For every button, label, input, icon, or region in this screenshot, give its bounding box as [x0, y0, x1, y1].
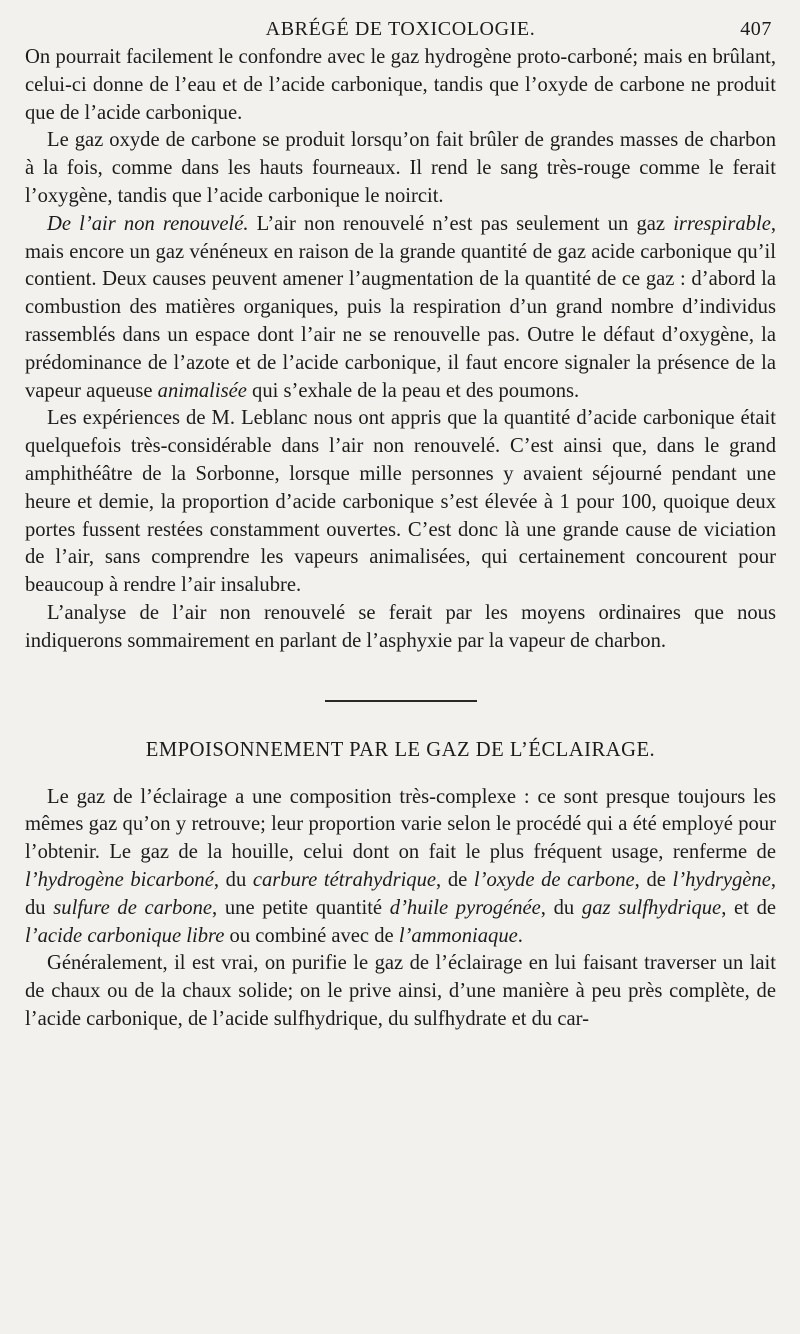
- paragraph-6-term: d’huile pyrogénée: [389, 896, 541, 919]
- paragraph-6-term: gaz sulfhydrique: [581, 896, 722, 919]
- paragraph-6-term: sulfure de carbone: [53, 896, 213, 919]
- paragraph-6-term: l’hydrygène: [672, 868, 771, 891]
- paragraph-6-text: , du: [540, 896, 582, 919]
- paragraph-6-text: ou combiné avec de: [224, 924, 399, 947]
- paragraph-5: L’analyse de l’air non renouvelé se ferait par les moyens ordinaires que nous indiquerons sommairement en parlant de l’asphyxie par la vapeur de charbon.: [25, 601, 776, 652]
- paragraph-1: On pourrait facilement le confondre avec le gaz hydrogène proto-carboné; mais en brûlant, celui-ci donne de l’eau et de l’acide carbonique, tandis que l’oxyde de carbone ne produit que de l’acide carbonique.: [25, 46, 776, 124]
- running-head: [25, 14, 776, 44]
- section-divider: [325, 700, 477, 702]
- paragraph-6-term: l’hydrogène bicarboné: [25, 868, 214, 891]
- paragraph-6-text: , de: [634, 868, 673, 891]
- paragraph-6-text: , du: [25, 868, 777, 919]
- section-heading: EMPOISONNEMENT PAR LE GAZ DE L’ÉCLAIRAGE.: [145, 738, 656, 761]
- paragraph-6-text: , une petite quantité: [212, 896, 390, 919]
- paragraph-6-term: carbure tétrahydrique: [252, 868, 437, 891]
- paragraph-3-heading: De l’air non renouvelé.: [47, 212, 249, 235]
- paragraph-6-term: l’ammoniaque: [398, 924, 518, 947]
- paragraph-3-text: , mais encore un gaz vénéneux en raison de la grande quantité de gaz acide carbonique qu’il contient. Deux causes peuvent amener l’augmentation de la quantité de ce gaz : d’abord la combustion des matières organiques, puis la respiration d’un grand nombre d’individus rassemblés dans un espace dont l’air ne se renouvelle pas. Outre le défaut d’oxygène, la prédominance de l’azote et de l’acide carbonique, il faut encore signaler la présence de la vapeur aqueuse: [25, 212, 776, 402]
- paragraph-7: Généralement, il est vrai, on purifie le gaz de l’éclairage en lui faisant traverser un lait de chaux ou de la chaux solide; on le prive ainsi, d’une manière à peu près complète, de l’acide carbonique, de l’acide sulfhydrique, du sulfhydrate et du car-: [25, 952, 776, 1030]
- paragraph-2: Le gaz oxyde de carbone se produit lorsqu’on fait brûler de grandes masses de charbon à la fois, comme dans les hauts fourneaux. Il rend le sang très-rouge comme le ferait l’oxygène, tandis que l’acide carbonique le noircit.: [25, 129, 776, 207]
- paragraph-6-text: , de: [436, 868, 474, 891]
- body-text: [25, 44, 776, 1034]
- paragraph-3-text: L’air non renouvelé n’est pas seulement un gaz: [248, 212, 674, 235]
- paragraph-6-term: l’oxyde de carbone: [473, 868, 635, 891]
- paragraph-3-text: qui s’exhale de la peau et des poumons.: [246, 379, 580, 402]
- paragraph-3-emphasis: irrespirable: [673, 212, 771, 235]
- paragraph-6-text: Le gaz de l’éclairage a une composition très-complexe : ce sont presque toujours les mêmes gaz qu’on y retrouve; leur proportion varie selon le procédé qui a été employé pour l’obtenir. Le gaz de la houille, celui dont on fait le plus fréquent usage, renferme de: [25, 785, 776, 864]
- paragraph-3-emphasis: animalisée: [157, 379, 247, 402]
- paragraph-6: [25, 784, 776, 951]
- paragraph-6-text: .: [517, 924, 523, 947]
- paragraph-6-text: , et de: [721, 896, 777, 919]
- paragraph-3: [25, 211, 776, 406]
- paragraph-4: Les expériences de M. Leblanc nous ont appris que la quantité d’acide carbonique était quelquefois très-considérable dans l’air non renouvelé. C’est ainsi que, dans le grand amphithéâtre de la Sorbonne, lorsque mille personnes y avaient séjourné pendant une heure et demie, la proportion d’acide carbonique s’est élevée à 1 pour 100, quoique deux portes fussent restées constamment ouvertes. C’est donc là une grande cause de viciation de l’air, sans comprendre les vapeurs animalisées, qui certainement concourent pour beaucoup à rendre l’air insalubre.: [25, 407, 776, 597]
- paragraph-6-text: , du: [213, 868, 253, 891]
- paragraph-6-term: l’acide carbonique libre: [25, 924, 225, 947]
- running-title: ABRÉGÉ DE TOXICOLOGIE.: [265, 18, 536, 40]
- page-number: 407: [740, 18, 772, 40]
